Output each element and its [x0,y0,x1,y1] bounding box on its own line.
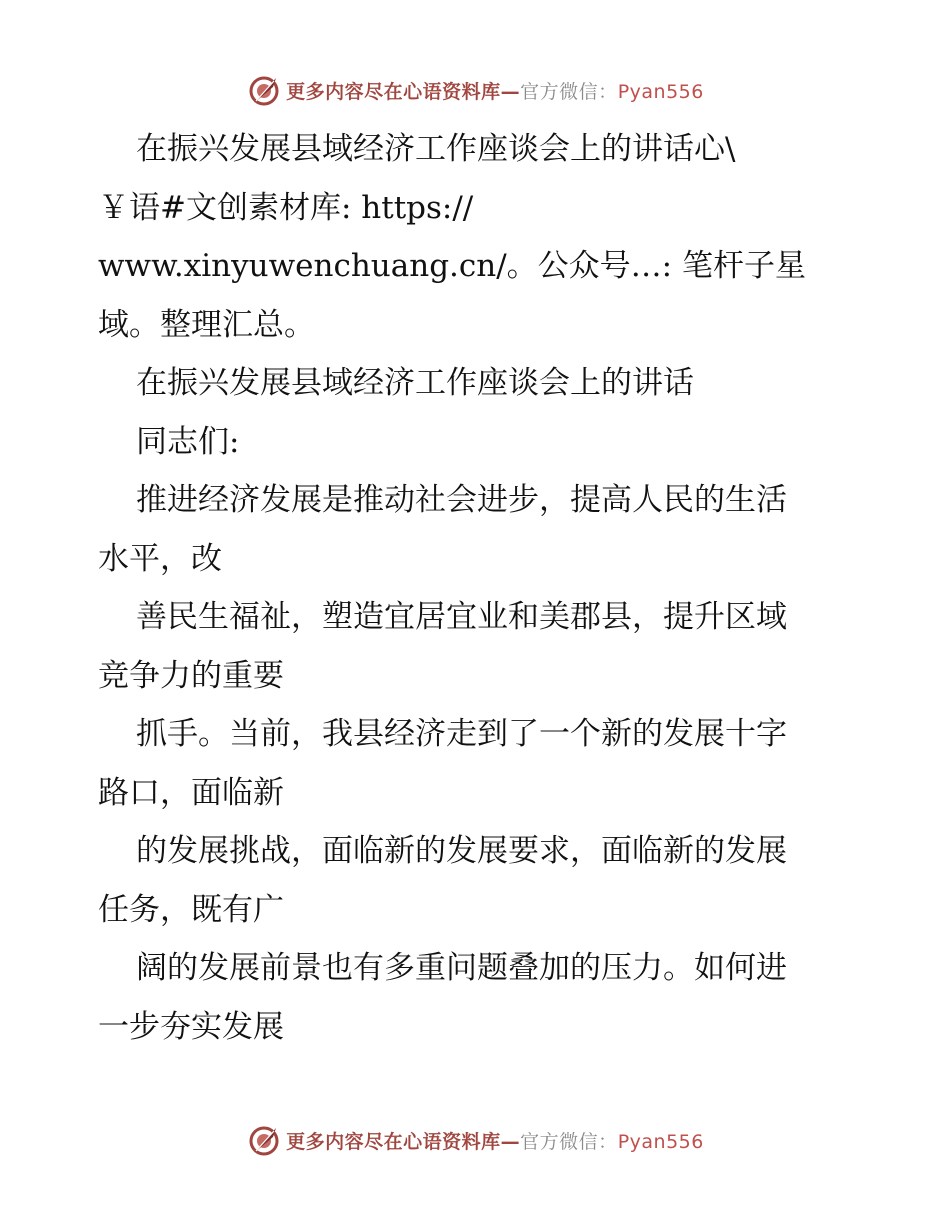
speech-title: 在振兴发展县域经济工作座谈会上的讲话 [136,365,694,401]
paragraph-line: 的发展挑战，面临新的发展要求，面临新的发展 [136,833,787,869]
paragraph-line: 抓手。当前，我县经济走到了一个新的发展十字 [136,716,787,752]
banner-wechat-id: Pyan556 [617,1130,704,1153]
feather-pen-logo-icon [246,1122,282,1158]
banner-main-text: 更多内容尽在心语资料库 [286,1130,501,1153]
paragraph-line: 任务，既有广 [98,891,284,928]
banner-separator: — [500,80,521,103]
footer-banner [0,1120,950,1160]
paragraph-line: 一步夯实发展 [98,1008,284,1045]
speech-salutation: 同志们: [136,423,240,460]
doc-source-line: ￥语#文创素材库: https:// [98,189,474,226]
banner-separator: — [500,1130,521,1153]
banner-wechat-id: Pyan556 [617,80,704,103]
paragraph-line: 阔的发展前景也有多重问题叠加的压力。如何进 [136,950,787,986]
banner-wechat-label: 官方微信： [520,80,618,103]
header-banner [0,70,950,110]
doc-text-line: 域。整理汇总。 [98,306,315,343]
document-body [98,120,858,1056]
paragraph-line: 水平，改 [98,540,222,577]
banner-wechat-label: 官方微信： [520,1130,618,1153]
paragraph-line: 竞争力的重要 [98,657,284,694]
doc-url-line: www.xinyuwenchuang.cn/。公众号…: 笔杆子星 [98,248,806,284]
paragraph-line: 路口，面临新 [98,774,284,811]
doc-title-line: 在振兴发展县域经济工作座谈会上的讲话心\ [136,131,736,167]
banner-main-text: 更多内容尽在心语资料库 [286,80,501,103]
paragraph-line: 推进经济发展是推动社会进步，提高人民的生活 [136,482,787,518]
paragraph-line: 善民生福祉，塑造宜居宜业和美郡县，提升区域 [136,599,787,635]
feather-pen-logo-icon [246,72,282,108]
